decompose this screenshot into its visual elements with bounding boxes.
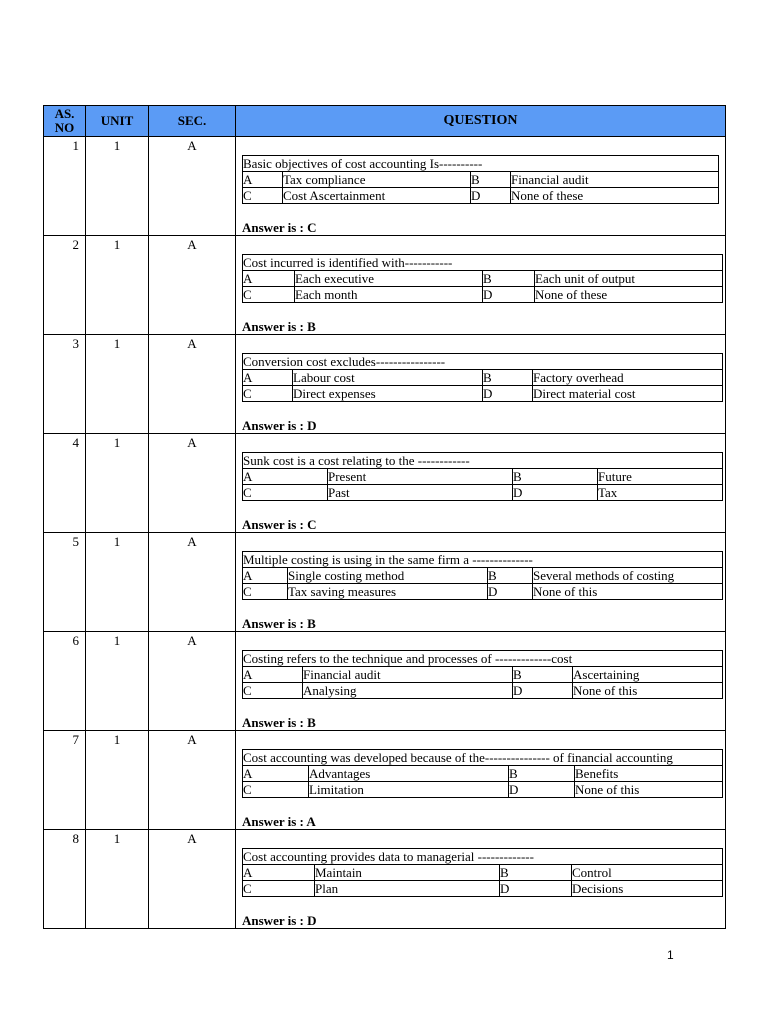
question-number: 2 bbox=[44, 236, 86, 335]
option-d-key: D bbox=[513, 683, 573, 699]
question-stem: Cost incurred is identified with----------- bbox=[243, 255, 723, 271]
option-a-key: A bbox=[243, 865, 315, 881]
option-d-text: None of these bbox=[511, 188, 719, 204]
option-b-text: Financial audit bbox=[511, 172, 719, 188]
options-table bbox=[242, 155, 719, 204]
option-c-text: Limitation bbox=[309, 782, 509, 798]
question-stem: Cost accounting was developed because of the--------------- of financial accounting bbox=[243, 750, 723, 766]
question-cell bbox=[236, 137, 726, 236]
question-section: A bbox=[149, 731, 236, 830]
option-a-text: Maintain bbox=[315, 865, 500, 881]
option-d-key: D bbox=[483, 386, 533, 402]
question-cell bbox=[236, 731, 726, 830]
option-a-text: Each executive bbox=[295, 271, 483, 287]
question-stem: Costing refers to the technique and processes of -------------cost bbox=[243, 651, 723, 667]
option-a-key: A bbox=[243, 370, 293, 386]
option-b-key: B bbox=[500, 865, 572, 881]
option-b-text: Factory overhead bbox=[533, 370, 723, 386]
option-d-text: None of this bbox=[573, 683, 723, 699]
question-unit: 1 bbox=[86, 533, 149, 632]
option-c-key: C bbox=[243, 584, 288, 600]
option-a-text: Single costing method bbox=[288, 568, 488, 584]
header-no: AS. NO bbox=[44, 106, 86, 137]
option-c-text: Direct expenses bbox=[293, 386, 483, 402]
option-a-text: Present bbox=[328, 469, 513, 485]
question-cell bbox=[236, 236, 726, 335]
option-c-key: C bbox=[243, 683, 303, 699]
option-b-key: B bbox=[483, 370, 533, 386]
question-unit: 1 bbox=[86, 335, 149, 434]
option-a-text: Advantages bbox=[309, 766, 509, 782]
option-b-key: B bbox=[513, 469, 598, 485]
option-b-text: Future bbox=[598, 469, 723, 485]
options-table bbox=[242, 254, 723, 303]
option-b-text: Control bbox=[572, 865, 723, 881]
answer-text: Answer is : A bbox=[242, 814, 316, 829]
option-b-text: Each unit of output bbox=[535, 271, 723, 287]
header-question: QUESTION bbox=[236, 106, 726, 137]
option-b-text: Benefits bbox=[575, 766, 723, 782]
option-d-key: D bbox=[500, 881, 572, 897]
question-row bbox=[44, 236, 726, 335]
question-stem: Sunk cost is a cost relating to the ------------ bbox=[243, 453, 723, 469]
option-d-key: D bbox=[483, 287, 535, 303]
question-cell bbox=[236, 533, 726, 632]
option-b-text: Several methods of costing bbox=[533, 568, 723, 584]
answer-text: Answer is : C bbox=[242, 517, 317, 532]
option-c-key: C bbox=[243, 386, 293, 402]
option-a-key: A bbox=[243, 271, 295, 287]
question-stem: Basic objectives of cost accounting Is---------- bbox=[243, 156, 719, 172]
option-d-text: Direct material cost bbox=[533, 386, 723, 402]
question-row bbox=[44, 533, 726, 632]
option-d-text: None of these bbox=[535, 287, 723, 303]
option-b-key: B bbox=[483, 271, 535, 287]
option-c-key: C bbox=[243, 287, 295, 303]
question-section: A bbox=[149, 533, 236, 632]
option-d-key: D bbox=[488, 584, 533, 600]
options-table bbox=[242, 650, 723, 699]
option-d-text: Tax bbox=[598, 485, 723, 501]
question-number: 7 bbox=[44, 731, 86, 830]
option-c-text: Past bbox=[328, 485, 513, 501]
option-d-key: D bbox=[509, 782, 575, 798]
answer-text: Answer is : B bbox=[242, 319, 316, 334]
option-c-text: Analysing bbox=[303, 683, 513, 699]
question-row bbox=[44, 632, 726, 731]
header-row bbox=[44, 106, 726, 137]
question-stem: Multiple costing is using in the same firm a -------------- bbox=[243, 552, 723, 568]
question-section: A bbox=[149, 137, 236, 236]
question-section: A bbox=[149, 830, 236, 929]
options-table bbox=[242, 749, 723, 798]
option-a-key: A bbox=[243, 766, 309, 782]
header-sec: SEC. bbox=[149, 106, 236, 137]
option-b-text: Ascertaining bbox=[573, 667, 723, 683]
answer-text: Answer is : B bbox=[242, 715, 316, 730]
option-a-key: A bbox=[243, 172, 283, 188]
answer-text: Answer is : D bbox=[242, 913, 317, 928]
question-cell bbox=[236, 632, 726, 731]
option-b-key: B bbox=[513, 667, 573, 683]
question-row bbox=[44, 731, 726, 830]
option-c-text: Plan bbox=[315, 881, 500, 897]
option-b-key: B bbox=[488, 568, 533, 584]
question-section: A bbox=[149, 335, 236, 434]
option-a-text: Tax compliance bbox=[283, 172, 471, 188]
option-a-key: A bbox=[243, 568, 288, 584]
question-section: A bbox=[149, 236, 236, 335]
options-table bbox=[242, 551, 723, 600]
option-a-text: Labour cost bbox=[293, 370, 483, 386]
options-table bbox=[242, 452, 723, 501]
question-row bbox=[44, 137, 726, 236]
question-section: A bbox=[149, 434, 236, 533]
option-c-key: C bbox=[243, 485, 328, 501]
option-c-key: C bbox=[243, 188, 283, 204]
option-d-text: None of this bbox=[575, 782, 723, 798]
option-d-key: D bbox=[513, 485, 598, 501]
option-c-text: Each month bbox=[295, 287, 483, 303]
question-number: 4 bbox=[44, 434, 86, 533]
answer-text: Answer is : C bbox=[242, 220, 317, 235]
question-unit: 1 bbox=[86, 830, 149, 929]
option-a-key: A bbox=[243, 667, 303, 683]
option-c-text: Tax saving measures bbox=[288, 584, 488, 600]
page-number: 1 bbox=[667, 948, 674, 962]
option-c-key: C bbox=[243, 782, 309, 798]
question-section: A bbox=[149, 632, 236, 731]
option-b-key: B bbox=[471, 172, 511, 188]
question-stem: Conversion cost excludes---------------- bbox=[243, 354, 723, 370]
question-unit: 1 bbox=[86, 137, 149, 236]
question-stem: Cost accounting provides data to managerial ------------- bbox=[243, 849, 723, 865]
options-table bbox=[242, 848, 723, 897]
question-number: 5 bbox=[44, 533, 86, 632]
question-cell bbox=[236, 335, 726, 434]
question-number: 1 bbox=[44, 137, 86, 236]
question-row bbox=[44, 434, 726, 533]
question-unit: 1 bbox=[86, 632, 149, 731]
option-c-text: Cost Ascertainment bbox=[283, 188, 471, 204]
question-table bbox=[43, 105, 726, 929]
question-unit: 1 bbox=[86, 731, 149, 830]
question-unit: 1 bbox=[86, 434, 149, 533]
option-a-text: Financial audit bbox=[303, 667, 513, 683]
question-number: 6 bbox=[44, 632, 86, 731]
options-table bbox=[242, 353, 723, 402]
question-number: 3 bbox=[44, 335, 86, 434]
question-row bbox=[44, 335, 726, 434]
question-unit: 1 bbox=[86, 236, 149, 335]
question-row bbox=[44, 830, 726, 929]
answer-text: Answer is : B bbox=[242, 616, 316, 631]
option-b-key: B bbox=[509, 766, 575, 782]
option-d-key: D bbox=[471, 188, 511, 204]
question-cell bbox=[236, 830, 726, 929]
option-c-key: C bbox=[243, 881, 315, 897]
question-cell bbox=[236, 434, 726, 533]
answer-text: Answer is : D bbox=[242, 418, 317, 433]
header-unit: UNIT bbox=[86, 106, 149, 137]
option-d-text: Decisions bbox=[572, 881, 723, 897]
question-number: 8 bbox=[44, 830, 86, 929]
option-a-key: A bbox=[243, 469, 328, 485]
option-d-text: None of this bbox=[533, 584, 723, 600]
